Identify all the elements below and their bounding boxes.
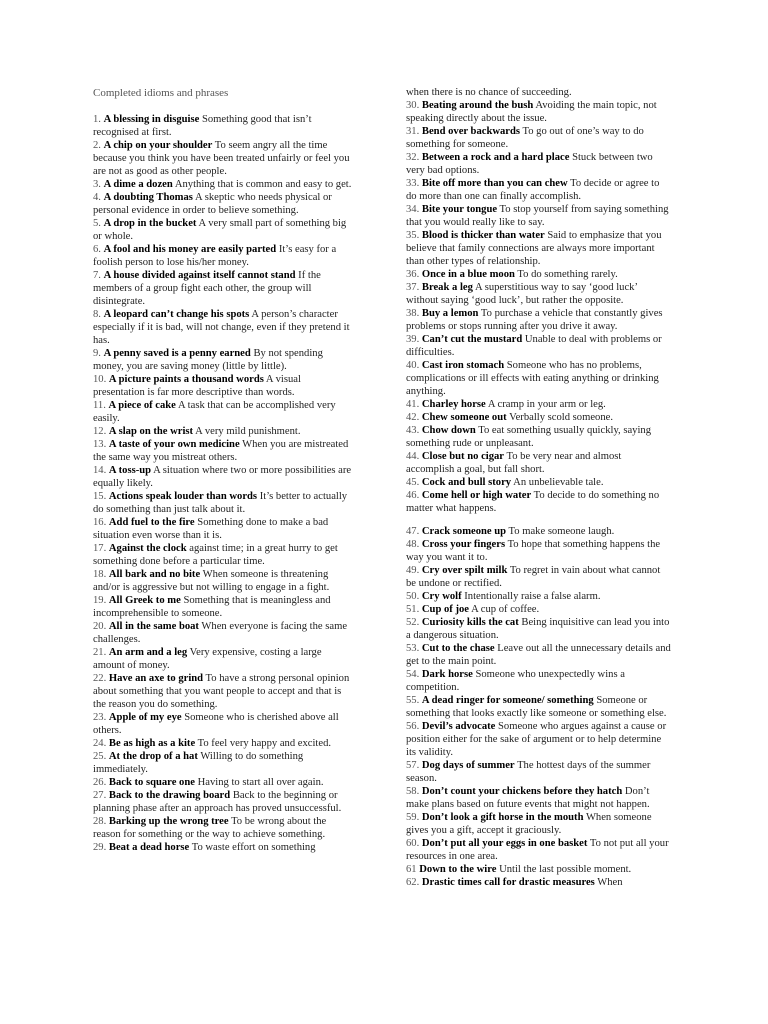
idiom-entry [406,268,672,281]
idiom-number: 6. [93,244,101,255]
idiom-entry [93,217,355,243]
idiom-term: Buy a lemon [421,308,479,319]
left-column [93,86,355,854]
idiom-entry [406,177,672,203]
idiom-entry [406,785,672,811]
idiom-definition: To not put all your resources in one area. [406,838,669,862]
idiom-term: All bark and no bite [108,569,201,580]
idiom-term: Against the clock [108,543,187,554]
idiom-term: Barking up the wrong tree [108,816,229,827]
idiom-term: A house divided against itself cannot stand [103,270,296,281]
idiom-term: A piece of cake [108,400,176,411]
idiom-entry [93,672,355,711]
idiom-entry [406,642,672,668]
idiom-term: Once in a blue moon [421,269,515,280]
idiom-term: Close but no cigar [421,451,505,462]
idiom-number: 39. [406,334,420,345]
idiom-entry [406,333,672,359]
idiom-entry [93,594,355,620]
idiom-term: Bite off more than you can chew [421,178,568,189]
idiom-term: Devil’s advocate [421,721,496,732]
idiom-entry [93,438,355,464]
idiom-number: 53. [406,643,420,654]
idiom-number: 59. [406,812,420,823]
idiom-number: 36. [406,269,420,280]
idiom-term: Bend over backwards [421,126,521,137]
idiom-definition: Anything that is common and easy to get. [174,179,352,190]
idiom-number: 58. [406,786,420,797]
idiom-entry [406,538,672,564]
idiom-entry [406,151,672,177]
idiom-number: 29. [93,842,107,853]
idiom-number: 19. [93,595,107,606]
idiom-number: 35. [406,230,420,241]
idiom-term: Add fuel to the fire [108,517,195,528]
idiom-number: 8. [93,309,101,320]
idiom-entry [93,490,355,516]
idiom-definition: A person’s character especially if it is bad, will not change, even if they pretend it has. [93,309,350,346]
idiom-number: 40. [406,360,420,371]
idiom-number: 14. [93,465,107,476]
idiom-definition: To decide or agree to do more than one can finally accomplish. [406,178,660,202]
idiom-definition: When everyone is facing the same challenges. [93,621,348,645]
idiom-definition: Willing to do something immediately. [93,751,304,775]
idiom-definition: Unable to deal with problems or difficulties. [406,334,662,358]
idiom-term: Cross your fingers [421,539,506,550]
idiom-number: 32. [406,152,420,163]
idiom-entry [93,399,355,425]
idiom-term: Between a rock and a hard place [421,152,570,163]
idiom-definition: By not spending money, you are saving money (little by little). [93,348,323,372]
idiom-entry [93,568,355,594]
idiom-number: 9. [93,348,101,359]
idiom-definition: Don’t make plans based on future events that might not happen. [406,786,650,810]
idiom-term: Come hell or high water [421,490,532,501]
idiom-definition: A visual presentation is far more descriptive than words. [93,374,301,398]
idiom-entry [406,694,672,720]
idiom-term: Curiosity kills the cat [421,617,519,628]
idiom-number: 56. [406,721,420,732]
idiom-number: 42. [406,412,420,423]
idiom-definition: A very small part of something big or whole. [93,218,347,242]
idiom-definition: Something done to make a bad situation even worse than it is. [93,517,329,541]
idiom-term: Dark horse [421,669,473,680]
idiom-entry [93,191,355,217]
idiom-entry [406,411,672,424]
idiom-term: Chow down [421,425,476,436]
idiom-entry [93,841,355,854]
idiom-entry [406,720,672,759]
idiom-definition: To decide to do something no matter what happens. [406,490,660,514]
idiom-definition: An unbelievable tale. [513,477,604,488]
idiom-entry [93,646,355,672]
idiom-term: A blessing in disguise [103,114,200,125]
idiom-definition: Until the last possible moment. [499,864,632,875]
idiom-entry [406,564,672,590]
idiom-number: 60. [406,838,420,849]
idiom-entry [93,269,355,308]
idiom-definition: When someone is threatening and/or is aggressive but not willing to engage in a fight. [93,569,330,593]
document-title: Completed idioms and phrases [93,87,229,99]
idiom-entry [406,525,672,538]
idiom-entry [406,668,672,694]
idiom-list-left [93,113,355,854]
idiom-number: 1. [93,114,101,125]
idiom-term: Back to the drawing board [108,790,231,801]
idiom-definition: A skeptic who needs physical or personal evidence in order to believe something. [93,192,332,216]
idiom-definition: When you are mistreated the same way you mistreat others. [93,439,349,463]
idiom-entry [406,603,672,616]
idiom-definition: To purchase a vehicle that constantly gives problems or stops running after you drive it away. [406,308,663,332]
idiom-term: Dog days of summer [421,760,515,771]
idiom-term: Don’t put all your eggs in one basket [421,838,588,849]
spacer [406,515,672,525]
idiom-term: Actions speak louder than words [108,491,258,502]
idiom-definition: To hope that something happens the way you want it to. [406,539,661,563]
idiom-definition: To be very near and almost accomplish a goal, but fall short. [406,451,622,475]
idiom-definition: It’s easy for a foolish person to lose his/her money. [93,244,337,268]
idiom-entry [93,776,355,789]
idiom-number: 24. [93,738,107,749]
idiom-number: 51. [406,604,420,615]
idiom-entry [406,359,672,398]
idiom-entry [93,464,355,490]
idiom-number: 37. [406,282,420,293]
idiom-entry [93,789,355,815]
idiom-term: Crack someone up [421,526,507,537]
idiom-entry [406,876,672,889]
idiom-entry [406,759,672,785]
idiom-definition: Someone who argues against a cause or position either for the sake of argument or to help determine its validity. [406,721,667,758]
idiom-definition: When [597,877,623,888]
idiom-definition: Someone who unexpectedly wins a competition. [406,669,625,693]
idiom-term: A doubting Thomas [103,192,193,203]
idiom-term: An arm and a leg [108,647,188,658]
idiom-number: 4. [93,192,101,203]
idiom-number: 23. [93,712,107,723]
idiom-term: Drastic times call for drastic measures [421,877,595,888]
right-column [406,86,672,889]
idiom-definition: It’s better to actually do something than just talk about it. [93,491,348,515]
idiom-term: Down to the wire [419,864,497,875]
idiom-term: Be as high as a kite [108,738,196,749]
idiom-definition: When someone gives you a gift, accept it graciously. [406,812,652,836]
idiom-entry [406,489,672,515]
idiom-term: Back to square one [108,777,195,788]
idiom-entry [406,99,672,125]
idiom-number: 45. [406,477,420,488]
idiom-definition: Stuck between two very bad options. [406,152,653,176]
idiom-entry [406,203,672,229]
idiom-entry [93,750,355,776]
idiom-number: 30. [406,100,420,111]
idiom-term: All in the same boat [108,621,199,632]
idiom-definition: Someone who is cherished above all others. [93,712,339,736]
idiom-entry [406,590,672,603]
idiom-term: Cup of joe [421,604,469,615]
idiom-term: All Greek to me [108,595,181,606]
idiom-term: Can’t cut the mustard [421,334,523,345]
idiom-number: 62. [406,877,420,888]
idiom-term: A picture paints a thousand words [108,374,264,385]
idiom-entry [93,347,355,373]
idiom-number: 16. [93,517,107,528]
idiom-entry [93,178,355,191]
idiom-definition: A cup of coffee. [471,604,540,615]
idiom-number: 33. [406,178,420,189]
idiom-definition: To have a strong personal opinion about something that you want people to accept and that is the reason you do something. [93,673,350,710]
idiom-definition: A superstitious way to say ‘good luck’ without saying ‘good luck’, but rather the opposite. [406,282,638,306]
idiom-entry [93,542,355,568]
idiom-definition: Something good that isn’t recognised at first. [93,114,312,138]
idiom-number: 5. [93,218,101,229]
idiom-definition: Back to the beginning or planning phase after an approach has proved unsuccessful. [93,790,342,814]
idiom-term: A toss-up [108,465,152,476]
idiom-number: 13. [93,439,107,450]
idiom-number: 27. [93,790,107,801]
idiom-number: 43. [406,425,420,436]
idiom-number: 2. [93,140,101,151]
idiom-entry [93,373,355,399]
idiom-entry [406,281,672,307]
idiom-term: A drop in the bucket [103,218,197,229]
idiom-entry [93,620,355,646]
idiom-definition: To be wrong about the reason for something or the way to achieve something. [93,816,327,840]
idiom-entry [406,811,672,837]
idiom-entry [406,837,672,863]
idiom-definition: Having to start all over again. [197,777,324,788]
idiom-number: 25. [93,751,107,762]
idiom-term: A fool and his money are easily parted [103,244,277,255]
idiom-definition: A situation where two or more possibilities are equally likely. [93,465,352,489]
idiom-definition: To waste effort on something [191,842,316,853]
idiom-definition: To go out of one’s way to do something for someone. [406,126,644,150]
idiom-number: 44. [406,451,420,462]
idiom-number: 57. [406,760,420,771]
idiom-number: 17. [93,543,107,554]
idiom-term: A taste of your own medicine [108,439,240,450]
idiom-list-right [406,99,672,889]
idiom-definition: To stop yourself from saying something that you would really like to say. [406,204,669,228]
idiom-term: Cry over spilt milk [421,565,508,576]
idiom-number: 10. [93,374,107,385]
idiom-term: A penny saved is a penny earned [103,348,251,359]
idiom-entry [93,113,355,139]
idiom-definition: A cramp in your arm or leg. [487,399,606,410]
idiom-number: 46. [406,490,420,501]
idiom-entry [406,125,672,151]
idiom-definition: Intentionally raise a false alarm. [464,591,601,602]
idiom-definition: To feel very happy and excited. [197,738,332,749]
idiom-number: 48. [406,539,420,550]
idiom-entry [406,229,672,268]
idiom-entry [406,863,672,876]
idiom-number: 34. [406,204,420,215]
idiom-definition: Someone or something that looks exactly like someone or something else. [406,695,667,719]
idiom-entry [406,307,672,333]
idiom-number: 12. [93,426,107,437]
idiom-number: 15. [93,491,107,502]
idiom-term: Beat a dead horse [108,842,190,853]
idiom-term: Blood is thicker than water [421,230,545,241]
idiom-entry [406,476,672,489]
idiom-term: Cry wolf [421,591,462,602]
idiom-number: 21. [93,647,107,658]
idiom-term: Have an axe to grind [108,673,204,684]
idiom-term: Charley horse [421,399,486,410]
idiom-entry [93,308,355,347]
idiom-entry [93,425,355,438]
idiom-number: 50. [406,591,420,602]
idiom-term: Cast iron stomach [421,360,505,371]
idiom-term: A chip on your shoulder [103,140,213,151]
idiom-term: At the drop of a hat [108,751,198,762]
idiom-definition: A very mild punishment. [195,426,301,437]
idiom-entry [93,139,355,178]
idiom-number: 11. [93,400,106,411]
idiom-term: Beating around the bush [421,100,534,111]
idiom-number: 18. [93,569,107,580]
idiom-number: 31. [406,126,420,137]
idiom-term: A dime a dozen [103,179,173,190]
idiom-term: Don’t count your chickens before they hatch [421,786,623,797]
idiom-term: A leopard can’t change his spots [103,309,250,320]
idiom-number: 38. [406,308,420,319]
idiom-number: 54. [406,669,420,680]
idiom-number: 41. [406,399,420,410]
idiom-term: A dead ringer for someone/ something [421,695,594,706]
idiom-number: 7. [93,270,101,281]
idiom-entry [406,398,672,411]
idiom-entry [406,424,672,450]
idiom-definition: A task that can be accomplished very easily. [93,400,336,424]
idiom-entry [93,243,355,269]
idiom-number: 55. [406,695,420,706]
idiom-definition: Verbally scold someone. [509,412,613,423]
idiom-entry [406,450,672,476]
idiom-number: 3. [93,179,101,190]
idiom-definition: To do something rarely. [517,269,618,280]
idiom-definition: Being inquisitive can lead you into a dangerous situation. [406,617,670,641]
idiom-definition: Avoiding the main topic, not speaking directly about the issue. [406,100,657,124]
idiom-definition: The hottest days of the summer season. [406,760,651,784]
idiom-entry [93,516,355,542]
idiom-term: Break a leg [421,282,473,293]
idiom-number: 47. [406,526,420,537]
idiom-definition: Someone who has no problems, complications or ill effects with eating anything or drinking anything. [406,360,659,397]
idiom-number: 52. [406,617,420,628]
continued-definition: when there is no chance of succeeding. [406,87,572,98]
idiom-term: Chew someone out [421,412,507,423]
idiom-term: Cock and bull story [421,477,512,488]
idiom-definition: To eat something usually quickly, saying something rude or unpleasant. [406,425,652,449]
idiom-number: 20. [93,621,107,632]
idiom-definition: To regret in vain about what cannot be undone or rectified. [406,565,661,589]
idiom-number: 28. [93,816,107,827]
idiom-entry [93,815,355,841]
idiom-definition: against time; in a great hurry to get something done before a particular time. [93,543,338,567]
idiom-definition: Leave out all the unnecessary details and get to the main point. [406,643,671,667]
idiom-definition: To make someone laugh. [508,526,615,537]
idiom-definition: If the members of a group fight each other, the group will disintegrate. [93,270,321,307]
idiom-definition: Something that is meaningless and incomprehensible to someone. [93,595,331,619]
idiom-term: A slap on the wrist [108,426,194,437]
idiom-term: Cut to the chase [421,643,495,654]
idiom-number: 61 [406,864,417,875]
idiom-entry [406,616,672,642]
idiom-number: 22. [93,673,107,684]
idiom-definition: Very expensive, costing a large amount of money. [93,647,322,671]
idiom-definition: Said to emphasize that you believe that family connections are always more important than other types of relationship. [406,230,662,267]
idiom-entry [93,711,355,737]
idiom-term: Don’t look a gift horse in the mouth [421,812,584,823]
idiom-entry [93,737,355,750]
idiom-term: Apple of my eye [108,712,182,723]
idiom-number: 49. [406,565,420,576]
idiom-number: 26. [93,777,107,788]
idiom-definition: To seem angry all the time because you think you have been treated unfairly or feel you are not as good as other people. [93,140,350,177]
idiom-term: Bite your tongue [421,204,498,215]
